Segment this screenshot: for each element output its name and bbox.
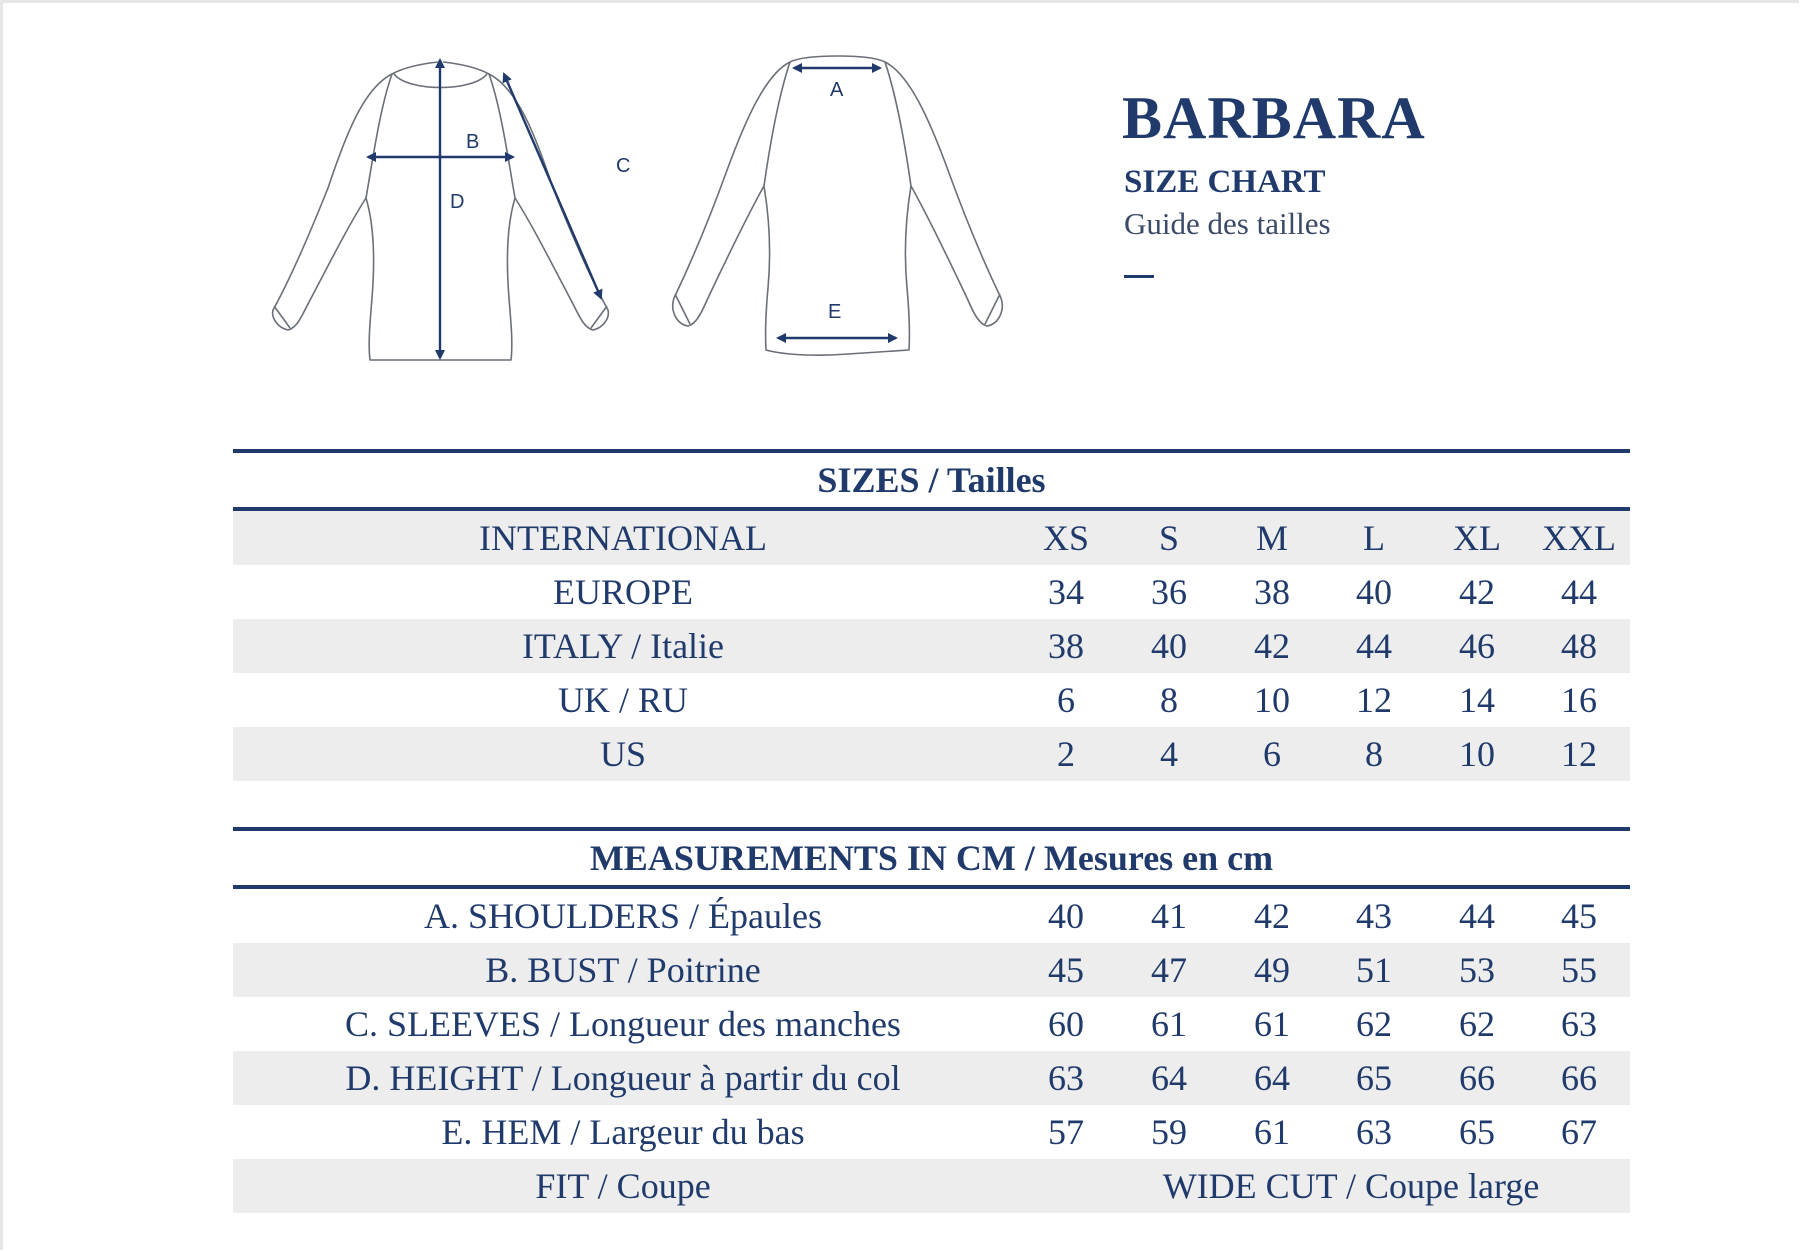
label-b: B bbox=[466, 131, 480, 153]
sizes-title-fr: Tailles bbox=[946, 460, 1046, 500]
table-cell: 42 bbox=[1254, 626, 1290, 666]
table-cell: 34 bbox=[1048, 572, 1084, 612]
table-cell: 6 bbox=[1057, 680, 1075, 720]
table-cell: M bbox=[1255, 518, 1288, 558]
table-row bbox=[233, 727, 1630, 781]
row-label: ITALY / Italie bbox=[521, 626, 725, 666]
brand-title: BARBARA bbox=[1122, 85, 1426, 151]
table-cell: S bbox=[1158, 518, 1180, 558]
table-cell: 51 bbox=[1356, 950, 1392, 990]
table-cell: XXL bbox=[1542, 518, 1616, 558]
table-cell: 57 bbox=[1048, 1112, 1084, 1152]
measurements-title-fr: Mesures en cm bbox=[1043, 838, 1274, 878]
table-cell: 36 bbox=[1151, 572, 1187, 612]
table-cell: 63 bbox=[1048, 1058, 1084, 1098]
sizes-title: SIZES / Tailles bbox=[817, 460, 1046, 500]
table-cell: 8 bbox=[1365, 734, 1383, 774]
table-row bbox=[233, 673, 1630, 727]
table-cell: 10 bbox=[1254, 680, 1290, 720]
size-chart-heading-fr: Guide des tailles bbox=[1124, 206, 1331, 241]
measurements-title-en: MEASUREMENTS IN CM bbox=[589, 838, 1016, 878]
table-cell: 43 bbox=[1356, 896, 1392, 936]
brand-divider bbox=[1124, 275, 1154, 278]
table-row bbox=[233, 1105, 1630, 1159]
table-cell: 4 bbox=[1160, 734, 1178, 774]
table-cell: 2 bbox=[1057, 734, 1075, 774]
table-cell: 38 bbox=[1048, 626, 1084, 666]
table-cell: 46 bbox=[1459, 626, 1495, 666]
table-cell: 61 bbox=[1254, 1004, 1290, 1044]
row-label: US bbox=[599, 734, 647, 774]
table-cell: 61 bbox=[1151, 1004, 1187, 1044]
fit-value: WIDE CUT / Coupe large bbox=[1162, 1166, 1540, 1206]
table-cell: 41 bbox=[1151, 896, 1187, 936]
table-cell: 44 bbox=[1356, 626, 1392, 666]
table-cell: XS bbox=[1042, 518, 1090, 558]
sizes-title-en: SIZES bbox=[817, 460, 920, 500]
table-cell: 66 bbox=[1459, 1058, 1495, 1098]
table-cell: 40 bbox=[1048, 896, 1084, 936]
table-cell: 65 bbox=[1356, 1058, 1392, 1098]
table-row bbox=[233, 565, 1630, 619]
table-cell: 62 bbox=[1459, 1004, 1495, 1044]
table-cell: 42 bbox=[1254, 896, 1290, 936]
table-cell: 49 bbox=[1254, 950, 1290, 990]
table-cell: 45 bbox=[1561, 896, 1597, 936]
table-cell: 42 bbox=[1459, 572, 1495, 612]
table-cell: 59 bbox=[1151, 1112, 1187, 1152]
label-e: E bbox=[828, 301, 842, 323]
label-c: C bbox=[616, 155, 631, 177]
garment-svg bbox=[268, 48, 1118, 378]
table-cell: 45 bbox=[1048, 950, 1084, 990]
row-label: A. SHOULDERS / Épaules bbox=[424, 896, 822, 936]
table-cell: 6 bbox=[1263, 734, 1281, 774]
measurements-title: MEASUREMENTS IN CM / Mesures en cm bbox=[589, 838, 1274, 878]
table-cell: 44 bbox=[1561, 572, 1597, 612]
front-measure-lines bbox=[368, 60, 601, 358]
table-cell: 44 bbox=[1459, 896, 1495, 936]
fit-label: FIT / Coupe bbox=[535, 1166, 711, 1206]
size-chart-heading: SIZE CHART bbox=[1124, 164, 1326, 200]
back-measure-lines bbox=[778, 68, 896, 338]
sizes-table bbox=[233, 449, 1630, 781]
table-row bbox=[233, 619, 1630, 673]
table-cell: 40 bbox=[1356, 572, 1392, 612]
table-cell: 16 bbox=[1561, 680, 1597, 720]
table-cell: 60 bbox=[1048, 1004, 1084, 1044]
table-cell: 55 bbox=[1561, 950, 1597, 990]
label-a: A bbox=[830, 79, 844, 101]
garment-diagrams bbox=[268, 48, 1118, 378]
table-cell: 12 bbox=[1561, 734, 1597, 774]
table-cell: 8 bbox=[1160, 680, 1178, 720]
row-label: C. SLEEVES / Longueur des manches bbox=[345, 1004, 901, 1044]
row-label: EUROPE bbox=[552, 572, 693, 612]
table-cell: 63 bbox=[1561, 1004, 1597, 1044]
table-cell: 61 bbox=[1254, 1112, 1290, 1152]
measurements-table bbox=[233, 827, 1630, 1213]
table-cell: 66 bbox=[1561, 1058, 1597, 1098]
table-cell: 38 bbox=[1254, 572, 1290, 612]
row-label: UK / RU bbox=[557, 680, 688, 720]
table-cell: 64 bbox=[1254, 1058, 1290, 1098]
table-cell: 65 bbox=[1459, 1112, 1495, 1152]
table-cell: 12 bbox=[1356, 680, 1392, 720]
row-label: E. HEM / Largeur du bas bbox=[441, 1112, 805, 1152]
table-cell: 10 bbox=[1459, 734, 1495, 774]
row-label: INTERNATIONAL bbox=[479, 518, 767, 558]
row-label: B. BUST / Poitrine bbox=[485, 950, 761, 990]
table-cell: XL bbox=[1453, 518, 1501, 558]
table-row bbox=[233, 889, 1630, 943]
table-cell: 62 bbox=[1356, 1004, 1392, 1044]
table-cell: 53 bbox=[1459, 950, 1495, 990]
label-d: D bbox=[450, 191, 465, 213]
table-cell: 47 bbox=[1151, 950, 1187, 990]
row-label: D. HEIGHT / Longueur à partir du col bbox=[345, 1058, 901, 1098]
table-cell: 40 bbox=[1151, 626, 1187, 666]
table-cell: 48 bbox=[1561, 626, 1597, 666]
table-row bbox=[233, 997, 1630, 1051]
table-row bbox=[233, 511, 1630, 565]
table-cell: 14 bbox=[1459, 680, 1495, 720]
table-row bbox=[233, 1051, 1630, 1105]
table-row bbox=[233, 943, 1630, 997]
table-cell: 67 bbox=[1561, 1112, 1597, 1152]
table-cell: 64 bbox=[1151, 1058, 1187, 1098]
fit-row bbox=[233, 1159, 1630, 1213]
table-cell: L bbox=[1363, 518, 1385, 558]
table-cell: 63 bbox=[1356, 1112, 1392, 1152]
